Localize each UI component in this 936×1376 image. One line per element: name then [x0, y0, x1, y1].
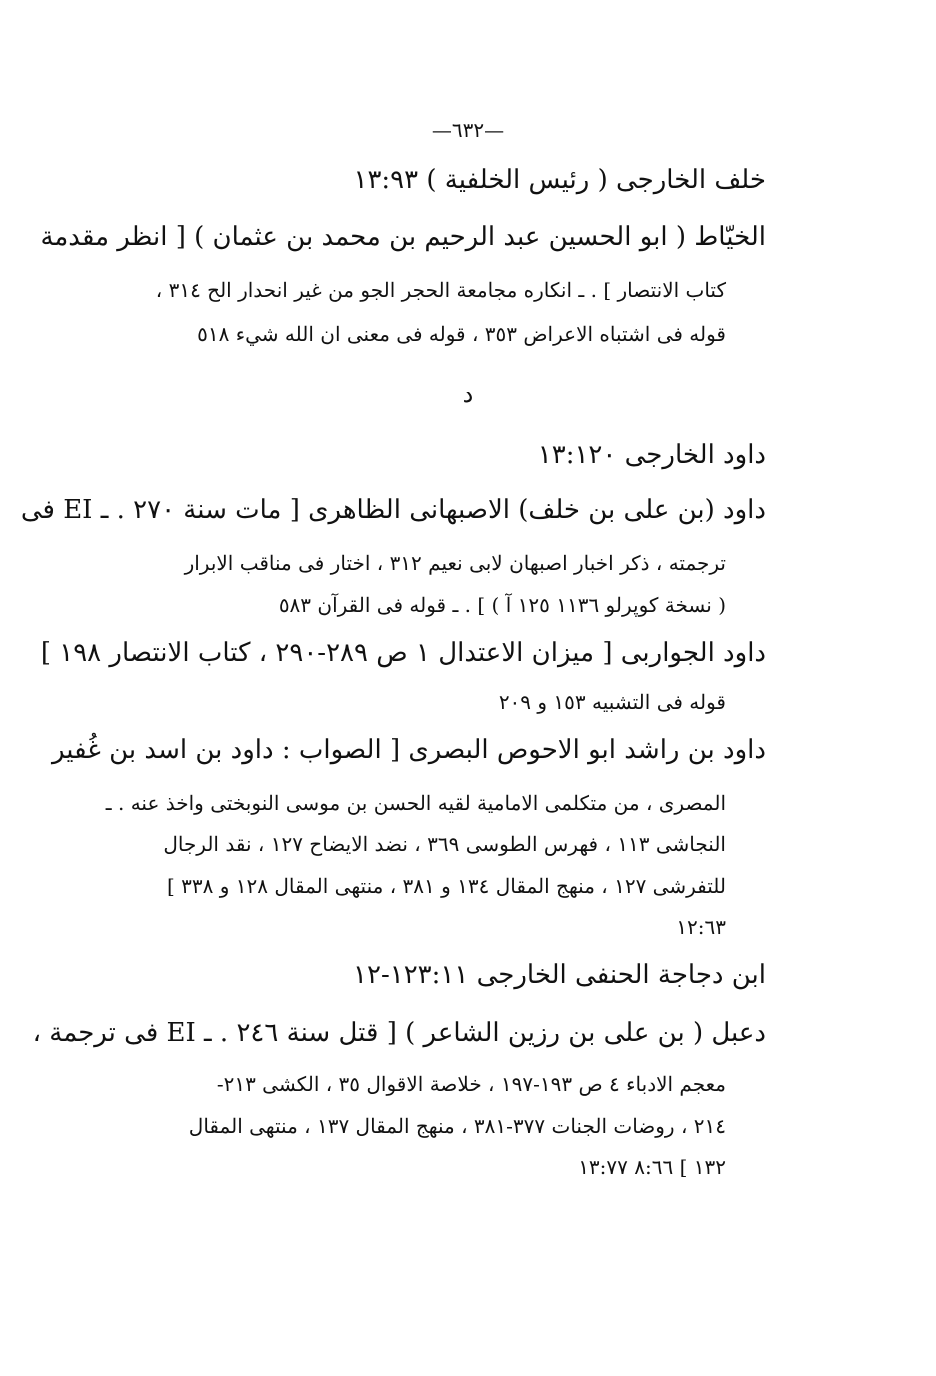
entry-ibn-dajaja-line-1: ابن دجاجة الحنفى الخارجى ١٢٣:١١-١٢ — [353, 960, 766, 990]
page-number: —٦٣٢— — [431, 118, 505, 142]
entry-khayyat-line-3: قوله فى اشتباه الاعراض ٣٥٣ ، قوله فى معنى ان الله شيء ٥١٨ — [197, 322, 726, 346]
section-letter: د — [462, 380, 474, 408]
entry-dawud-ahwas-line-2: المصرى ، من متكلمى الامامية لقيه الحسن بن موسى النوبختى واخذ عنه . ـ — [105, 791, 726, 815]
entry-dibil-line-4: ١٣٢ ] ٨:٦٦ ١٣:٧٧ — [578, 1155, 726, 1179]
entry-dawud-isfahani-line-3: ( نسخة كوپرلو ١١٣٦ ١٢٥ آ ) ] . ـ قوله فى القرآن ٥٨٣ — [278, 593, 726, 617]
entry-dawud-ahwas-line-5: ١٢:٦٣ — [676, 915, 726, 939]
entry-dibil-line-2: معجم الادباء ٤ ص ١٩٣-١٩٧ ، خلاصة الاقوال ٣٥ ، الكشى ٢١٣- — [216, 1072, 726, 1096]
entry-dawud-ahwas-line-3: النجاشى ١١٣ ، فهرس الطوسى ٣٦٩ ، نضد الايضاح ١٢٧ ، نقد الرجال — [163, 832, 726, 856]
entry-dawud-isfahani-line-2: ترجمته ، ذكر اخبار اصبهان لابى نعيم ٣١٢ ، اختار فى مناقب الابرار — [184, 551, 726, 575]
entry-dawud-isfahani-line-1: داود (بن على بن خلف) الاصبهانى الظاهرى [ مات سنة ٢٧٠ . ـ EI فى — [20, 495, 766, 525]
entry-dawud-kharijy-line-1: داود الخارجى ١٣:١٢٠ — [537, 440, 766, 470]
entry-khayyat-line-2: كتاب الانتصار ] . ـ انكاره مجامعة الحجر الجو من غير انحدار الح ٣١٤ ، — [155, 278, 726, 302]
entry-khalaf-line-1: خلف الخارجى ( رئيس الخلفية ) ١٣:٩٣ — [353, 165, 766, 195]
entry-dawud-ahwas-line-4: للتفرشى ١٢٧ ، منهج المقال ١٣٤ و ٣٨١ ، منتهى المقال ١٢٨ و ٣٣٨ ] — [166, 874, 726, 898]
entry-dawud-ahwas-line-1: داود بن راشد ابو الاحوص البصرى [ الصواب : داود بن اسد بن غُفير — [51, 735, 766, 765]
entry-dibil-line-1: دعبل ( بن على بن رزين الشاعر ) [ قتل سنة ٢٤٦ . ـ EI فى ترجمة ، — [32, 1018, 766, 1048]
entry-dibil-line-3: ٢١٤ ، روضات الجنات ٣٧٧-٣٨١ ، منهج المقال ١٣٧ ، منتهى المقال — [188, 1114, 726, 1138]
entry-khayyat-line-1: الخيّاط ( ابو الحسين عبد الرحيم بن محمد بن عثمان ) [ انظر مقدمة — [40, 222, 766, 252]
entry-dawud-jawaribi-line-1: داود الجواربى [ ميزان الاعتدال ١ ص ٢٨٩-٢٩٠ ، كتاب الانتصار ١٩٨ ] — [40, 638, 766, 668]
entry-dawud-jawaribi-line-2: قوله فى التشبيه ١٥٣ و ٢٠٩ — [498, 690, 726, 714]
